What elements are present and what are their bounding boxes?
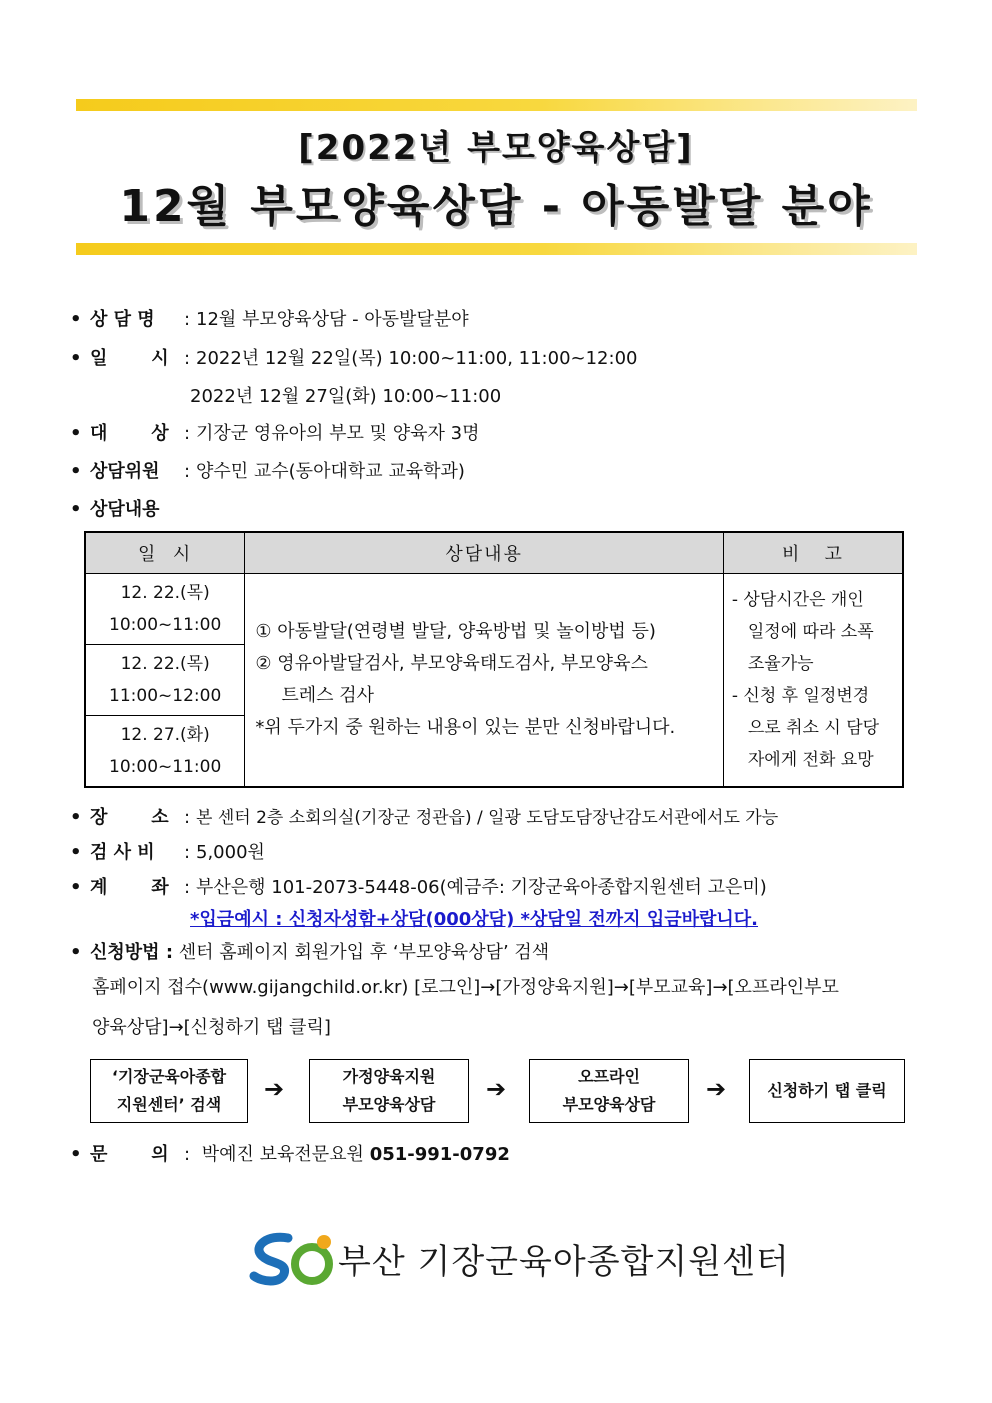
page-title: 12월 부모양육상담 - 아동발달 분야: [119, 181, 873, 232]
info-label: 상 담 명: [90, 309, 155, 330]
detail-label: 검 사 비: [90, 842, 155, 863]
schedule-date: 12. 22.(목): [120, 583, 210, 603]
info-name-row: • 상 담 명 : 12월 부모양육상담 - 아동발달분야: [70, 305, 469, 331]
info-value: 2022년 12월 27일(화) 10:00~11:00: [190, 386, 502, 407]
bullet-icon: •: [70, 348, 82, 369]
info-target-row: • 대 상 : 기장군 영유아의 부모 및 양육자 3명: [70, 419, 480, 445]
detail-label: 계 좌: [90, 877, 169, 898]
schedule-date-cell: [85, 716, 245, 788]
step-text: 부모양육상담: [342, 1095, 436, 1114]
info-content-row: [70, 495, 160, 521]
detail-apply-row: [70, 938, 549, 964]
detail-value: 5,000원: [196, 842, 265, 863]
schedule-notes-cell: [723, 574, 903, 788]
detail-fee-row: • 검 사 비 : 5,000원: [70, 838, 265, 864]
schedule-date: 12. 27.(화): [120, 725, 210, 745]
detail-place-row: • 장 소 : 본 센터 2층 소회의실(기장군 정관읍) / 일광 도담도담장난감도서관에서도 가능: [70, 803, 778, 829]
schedule-content-cell: [245, 574, 724, 788]
schedule-date: 12. 22.(목): [120, 654, 210, 674]
top-decor-bar: [76, 99, 917, 111]
logo-orange-dot: [317, 1235, 331, 1249]
step-text: ‘기장군육아종합: [111, 1067, 227, 1086]
note-line: 으로 취소 시 담당: [747, 718, 880, 738]
step-parenting-box: [309, 1059, 469, 1123]
info-value: 2022년 12월 22일(목) 10:00~11:00, 11:00~12:00: [196, 348, 638, 369]
info-date-row: • 일 시 : 2022년 12월 22일(목) 10:00~11:00, 11:00~12:00: [70, 344, 637, 370]
bullet-icon: •: [70, 499, 82, 520]
bottom-decor-bar: [76, 243, 917, 255]
bullet-icon: •: [70, 842, 82, 863]
schedule-time: 11:00~12:00: [109, 686, 222, 706]
note-line: 조율가능: [747, 654, 814, 674]
bullet-icon: •: [70, 807, 82, 828]
note-line: 일정에 따라 소폭: [747, 622, 874, 642]
detail-value: 본 센터 2층 소회의실(기장군 정관읍) / 일광 도담도담장난감도서관에서도 가능: [196, 808, 779, 828]
step-text: 부모양육상담: [562, 1095, 656, 1114]
detail-value: 센터 홈페이지 회원가입 후 ‘부모양육상담’ 검색: [178, 942, 550, 963]
bullet-icon: •: [70, 423, 82, 444]
table-header-notes: 비 고: [723, 532, 903, 574]
apply-path-line: 양육상담]→[신청하기 탭 클릭]: [92, 1017, 331, 1038]
note-line: 자에게 전화 요망: [747, 750, 874, 770]
bullet-icon: •: [70, 1144, 82, 1165]
schedule-table: [84, 531, 904, 788]
arrow-right-icon: ➔: [264, 1075, 285, 1103]
arrow-right-icon: ➔: [706, 1075, 727, 1103]
deposit-notice: *입금예시 : 신청자성함+상담(000상담) *상담일 전까지 입금바랍니다.: [190, 909, 759, 930]
content-note: *위 두가지 중 원하는 내용이 있는 분만 신청바랍니다.: [255, 717, 676, 738]
table-header-date: 일 시: [85, 532, 245, 574]
schedule-date-cell: [85, 645, 245, 716]
detail-value: 부산은행 101-2073-5448-06(예금주: 기장군육아종합지원센터 고은미): [196, 877, 767, 898]
arrow-right-icon: ➔: [486, 1075, 507, 1103]
inquiry-person: 박예진 보육전문요원: [201, 1144, 364, 1165]
logo-s-mark: [254, 1237, 288, 1281]
info-label: 일 시: [90, 348, 169, 369]
note-line: - 신청 후 일정변경: [731, 686, 870, 706]
inquiry-label: 문 의: [90, 1144, 169, 1165]
bullet-icon: •: [70, 461, 82, 482]
logo-green-circle: [295, 1247, 329, 1281]
info-date-row-2: [190, 382, 501, 408]
bullet-icon: •: [70, 877, 82, 898]
info-label: 대 상: [90, 423, 169, 444]
info-value: 양수민 교수(동아대학교 교육학과): [196, 461, 465, 482]
info-counselor-row: • 상담위원 : 양수민 교수(동아대학교 교육학과): [70, 457, 465, 483]
content-item: ② 영유아발달검사, 부모양육태도검사, 부모양육스: [255, 653, 648, 674]
title-year: [2022년 부모양육상담]: [298, 128, 694, 168]
step-text: 신청하기 탭 클릭: [767, 1081, 887, 1100]
schedule-date-cell: [85, 574, 245, 645]
step-text: 오프라인: [578, 1067, 640, 1086]
table-header-content: 상담내용: [245, 532, 724, 574]
apply-path-line: 홈페이지 접수(www.gijangchild.or.kr) [로그인]→[가정양육지원]→[부모교육]→[오프라인부모: [92, 977, 839, 998]
content-item: ① 아동발달(연령별 발달, 양육방법 및 놀이방법 등): [255, 621, 656, 642]
detail-label: 신청방법 :: [90, 942, 174, 963]
center-name: 부산 기장군육아종합지원센터: [338, 1242, 790, 1282]
detail-label: 장 소: [90, 807, 169, 828]
note-line: - 상담시간은 개인: [731, 590, 864, 610]
step-offline-box: [529, 1059, 689, 1123]
step-text: 지원센터’ 검색: [116, 1095, 222, 1114]
bullet-icon: •: [70, 942, 82, 963]
info-label: 상담내용: [90, 499, 160, 520]
info-value: 기장군 영유아의 부모 및 양육자 3명: [196, 423, 480, 444]
detail-account-row: • 계 좌 : 부산은행 101-2073-5448-06(예금주: 기장군육아종합지원센터 고은미): [70, 873, 767, 899]
schedule-time: 10:00~11:00: [109, 757, 222, 777]
info-label: 상담위원: [90, 461, 160, 482]
schedule-time: 10:00~11:00: [109, 615, 222, 635]
bullet-icon: •: [70, 309, 82, 330]
content-item: 트레스 검사: [281, 685, 375, 706]
inquiry-phone: 051-991-0792: [369, 1144, 510, 1165]
table-row: [85, 574, 903, 645]
info-value: 12월 부모양육상담 - 아동발달분야: [196, 309, 469, 330]
step-apply-box: [749, 1059, 905, 1123]
inquiry-row: • 문 의 : 박예진 보육전문요원 051-991-0792: [70, 1140, 510, 1166]
step-search-box: [90, 1059, 248, 1123]
step-text: 가정양육지원: [342, 1067, 436, 1086]
